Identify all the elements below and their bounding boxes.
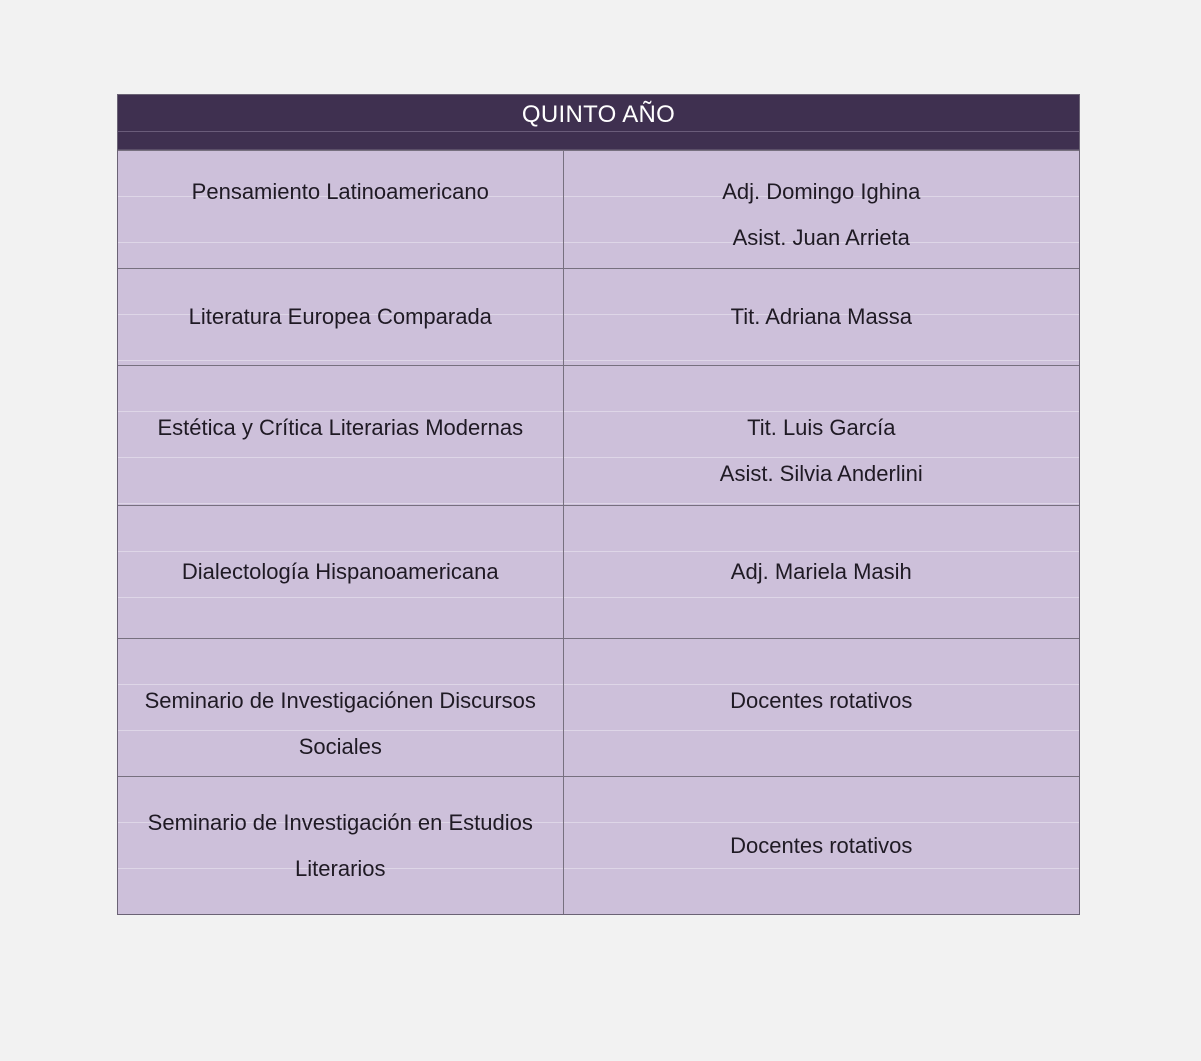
schedule-table [117, 94, 1080, 915]
subject-cell [118, 151, 564, 268]
subject-line: Dialectología Hispanoamericana [181, 559, 499, 584]
subject-cell [118, 639, 564, 776]
teacher-line: Tit. Adriana Massa [730, 304, 912, 329]
teacher-line: Tit. Luis García [747, 415, 896, 440]
subject-line: Seminario de Investigaciónen Discursos [144, 688, 536, 713]
table-row [118, 150, 1079, 268]
table-row [118, 365, 1079, 505]
teacher-line: Adj. Mariela Masih [730, 559, 912, 584]
subject-cell [118, 366, 564, 505]
table-header [118, 95, 1079, 150]
teachers-cell [564, 777, 1079, 914]
subject-line: Pensamiento Latinoamericano [191, 179, 489, 204]
teachers-cell [564, 269, 1079, 365]
subject-line: Estética y Crítica Literarias Modernas [157, 415, 524, 440]
table-title: QUINTO AÑO [521, 101, 676, 128]
table-row [118, 505, 1079, 638]
teacher-line: Asist. Juan Arrieta [732, 225, 910, 250]
subject-cell [118, 269, 564, 365]
teachers-cell [564, 366, 1079, 505]
table-row [118, 638, 1079, 776]
teacher-line: Asist. Silvia Anderlini [719, 461, 923, 486]
subject-line: Literatura Europea Comparada [188, 304, 492, 329]
subject-line: Seminario de Investigación en Estudios [147, 809, 533, 835]
table-row [118, 268, 1079, 365]
teacher-line: Docentes rotativos [730, 688, 913, 713]
subject-line: Literarios [295, 855, 386, 881]
subject-cell [118, 506, 564, 638]
subject-line: Sociales [298, 734, 382, 759]
subject-cell [118, 777, 564, 914]
table-row [118, 776, 1079, 914]
teacher-line: Adj. Domingo Ighina [722, 179, 921, 204]
teachers-cell [564, 506, 1079, 638]
teacher-line: Docentes rotativos [730, 832, 913, 858]
teachers-cell [564, 639, 1079, 776]
teachers-cell [564, 151, 1079, 268]
